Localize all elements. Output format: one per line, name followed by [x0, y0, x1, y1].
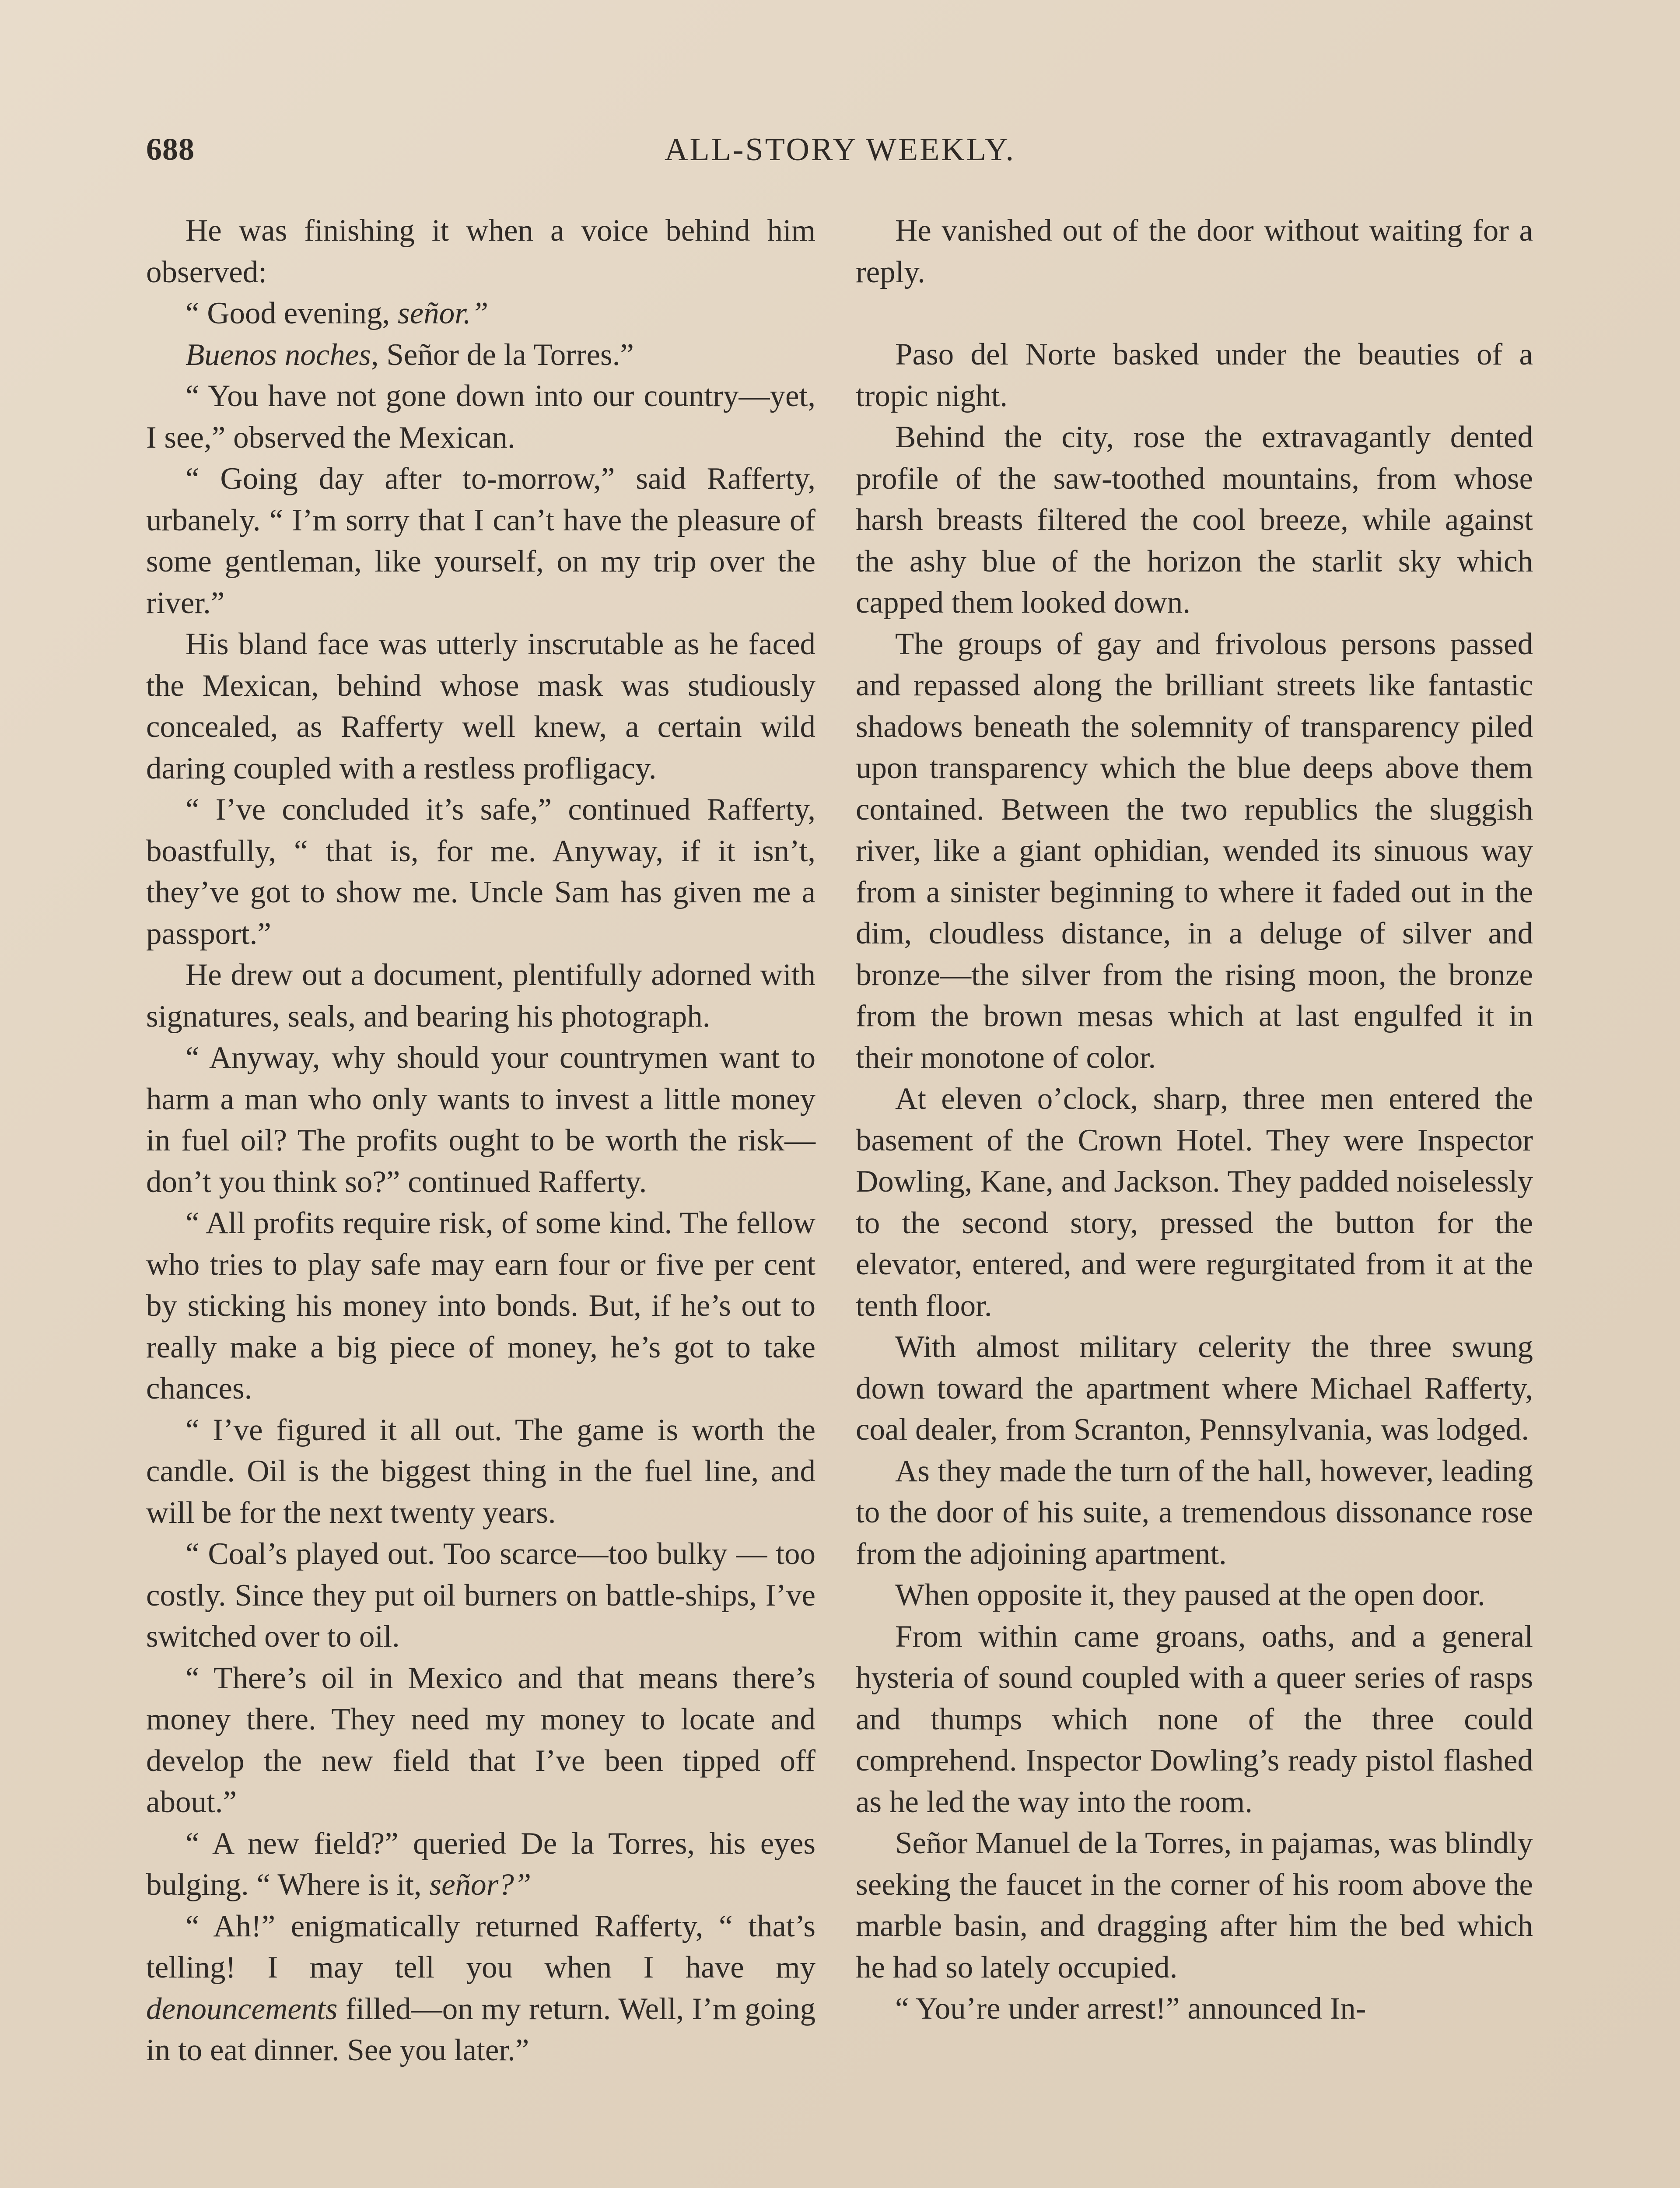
paragraph: “ Anyway, why should your countrymen want to harm a man who only wants to invest a little money in fuel oil? The profits ought to be worth the risk—don’t you think so?” continued Rafferty. — [146, 1041, 816, 1199]
paragraph-text: Señor de la Torres.” — [378, 337, 634, 372]
paragraph: From within came groans, oaths, and a general hysteria of sound coupled with a queer series of rasps and thumps which none of the three could comprehend. Inspector Dowling’s ready pistol flashed as he led the way into the room. — [856, 1619, 1533, 1819]
right-column — [856, 210, 1533, 2030]
paragraph: He drew out a document, plentifully adorned with signatures, seals, and bearing his photograph. — [146, 958, 816, 1034]
paragraph: He was finishing it when a voice behind him observed: — [146, 214, 816, 289]
paragraph — [146, 1823, 816, 1906]
paragraph: “ There’s oil in Mexico and that means there’s money there. They need my money to locate and develop the new field that I’ve been tipped off about.” — [146, 1661, 816, 1819]
left-column — [146, 210, 816, 2071]
paragraph: “ All profits require risk, of some kind. The fellow who tries to play safe may earn four or five per cent by sticking his money into bonds. But, if he’s out to really make a big piece of money, he’s got to take chances. — [146, 1206, 816, 1406]
paragraph: “ I’ve figured it all out. The game is worth the candle. Oil is the biggest thing in the fuel line, and will be for the next twenty years. — [146, 1413, 816, 1530]
paragraph-text: “ A new field?” queried De la Torres, his eyes bulging. “ Where is it, — [146, 1826, 816, 1902]
paragraph: “ Going day after to-morrow,” said Rafferty, urbanely. “ I’m sorry that I can’t have the pleasure of some gentleman, like yourself, on my trip over the river.” — [146, 462, 816, 620]
italic-text: Buenos noches, — [186, 337, 379, 372]
paragraph-text: filled—on my return. Well, I’m going in to eat dinner. See you later.” — [146, 1992, 816, 2067]
paragraph: “ I’ve concluded it’s safe,” continued Rafferty, boastfully, “ that is, for me. Anyway, if it isn’t, they’ve got to show me. Uncle Sam has given me a passport.” — [146, 792, 816, 951]
paragraph: His bland face was utterly inscrutable as he faced the Mexican, behind whose mask was studiously concealed, as Rafferty well knew, a certain wild daring coupled with a restless profligacy. — [146, 627, 816, 785]
paragraph: At eleven o’clock, sharp, three men entered the basement of the Crown Hotel. They were Inspector Dowling, Kane, and Jackson. They padded noiselessly to the second story, pressed the button for the elevator, entered, and were regurgitated from it at the tenth floor. — [856, 1082, 1533, 1323]
paragraph: As they made the turn of the hall, however, leading to the door of his suite, a tremendous dissonance rose from the adjoining apartment. — [856, 1454, 1533, 1571]
paragraph: “ You’re under arrest!” announced In- — [895, 1992, 1366, 2026]
paragraph: With almost military celerity the three swung down toward the apartment where Michael Rafferty, coal dealer, from Scranton, Pennsylvania, was lodged. — [856, 1330, 1533, 1447]
paragraph: Paso del Norte basked under the beauties of a tropic night. — [856, 337, 1533, 413]
page-number: 688 — [146, 132, 195, 167]
paragraph: The groups of gay and frivolous persons passed and repassed along the brilliant streets like fantastic shadows beneath the solemnity of transparency piled upon transparency which the blue deeps above them contained. Between the two republics the sluggish river, like a giant ophidian, wended its sinuous way from a sinister beginning to where it faded out in the dim, cloudless distance, in a deluge of silver and bronze—the silver from the rising moon, the bronze from the brown mesas which at last engulfed it in their monotone of color. — [856, 627, 1533, 1075]
paragraph — [146, 334, 816, 376]
paragraph-text: “ Good evening, — [186, 296, 398, 330]
italic-text: señor?” — [429, 1868, 532, 1902]
paragraph — [146, 1906, 816, 2071]
paragraph: Behind the city, rose the extravagantly dented profile of the saw-toothed mountains, from whose harsh breasts filtered the cool breeze, while against the ashy blue of the horizon the starlit sky which capped them looked down. — [856, 420, 1533, 620]
paragraph: He vanished out of the door without waiting for a reply. — [856, 214, 1533, 289]
italic-text: señor.” — [398, 296, 489, 330]
paragraph: When opposite it, they paused at the open door. — [895, 1578, 1485, 1612]
paragraph: “ You have not gone down into our country—yet, I see,” observed the Mexican. — [146, 379, 816, 455]
paragraph: Señor Manuel de la Torres, in pajamas, was blindly seeking the faucet in the corner of his room above the marble basin, and dragging after him the bed which he had so lately occupied. — [856, 1826, 1533, 1985]
italic-text: denouncements — [146, 1992, 338, 2026]
paragraph-text: “ Ah!” enigmatically returned Rafferty, “ that’s telling! I may tell you when I have my — [146, 1909, 816, 1985]
paragraph: “ Coal’s played out. Too scarce—too bulky — too costly. Since they put oil burners on battle-ships, I’ve switched over to oil. — [146, 1537, 816, 1654]
running-title: ALL-STORY WEEKLY. — [665, 132, 1015, 168]
paragraph — [146, 293, 816, 334]
